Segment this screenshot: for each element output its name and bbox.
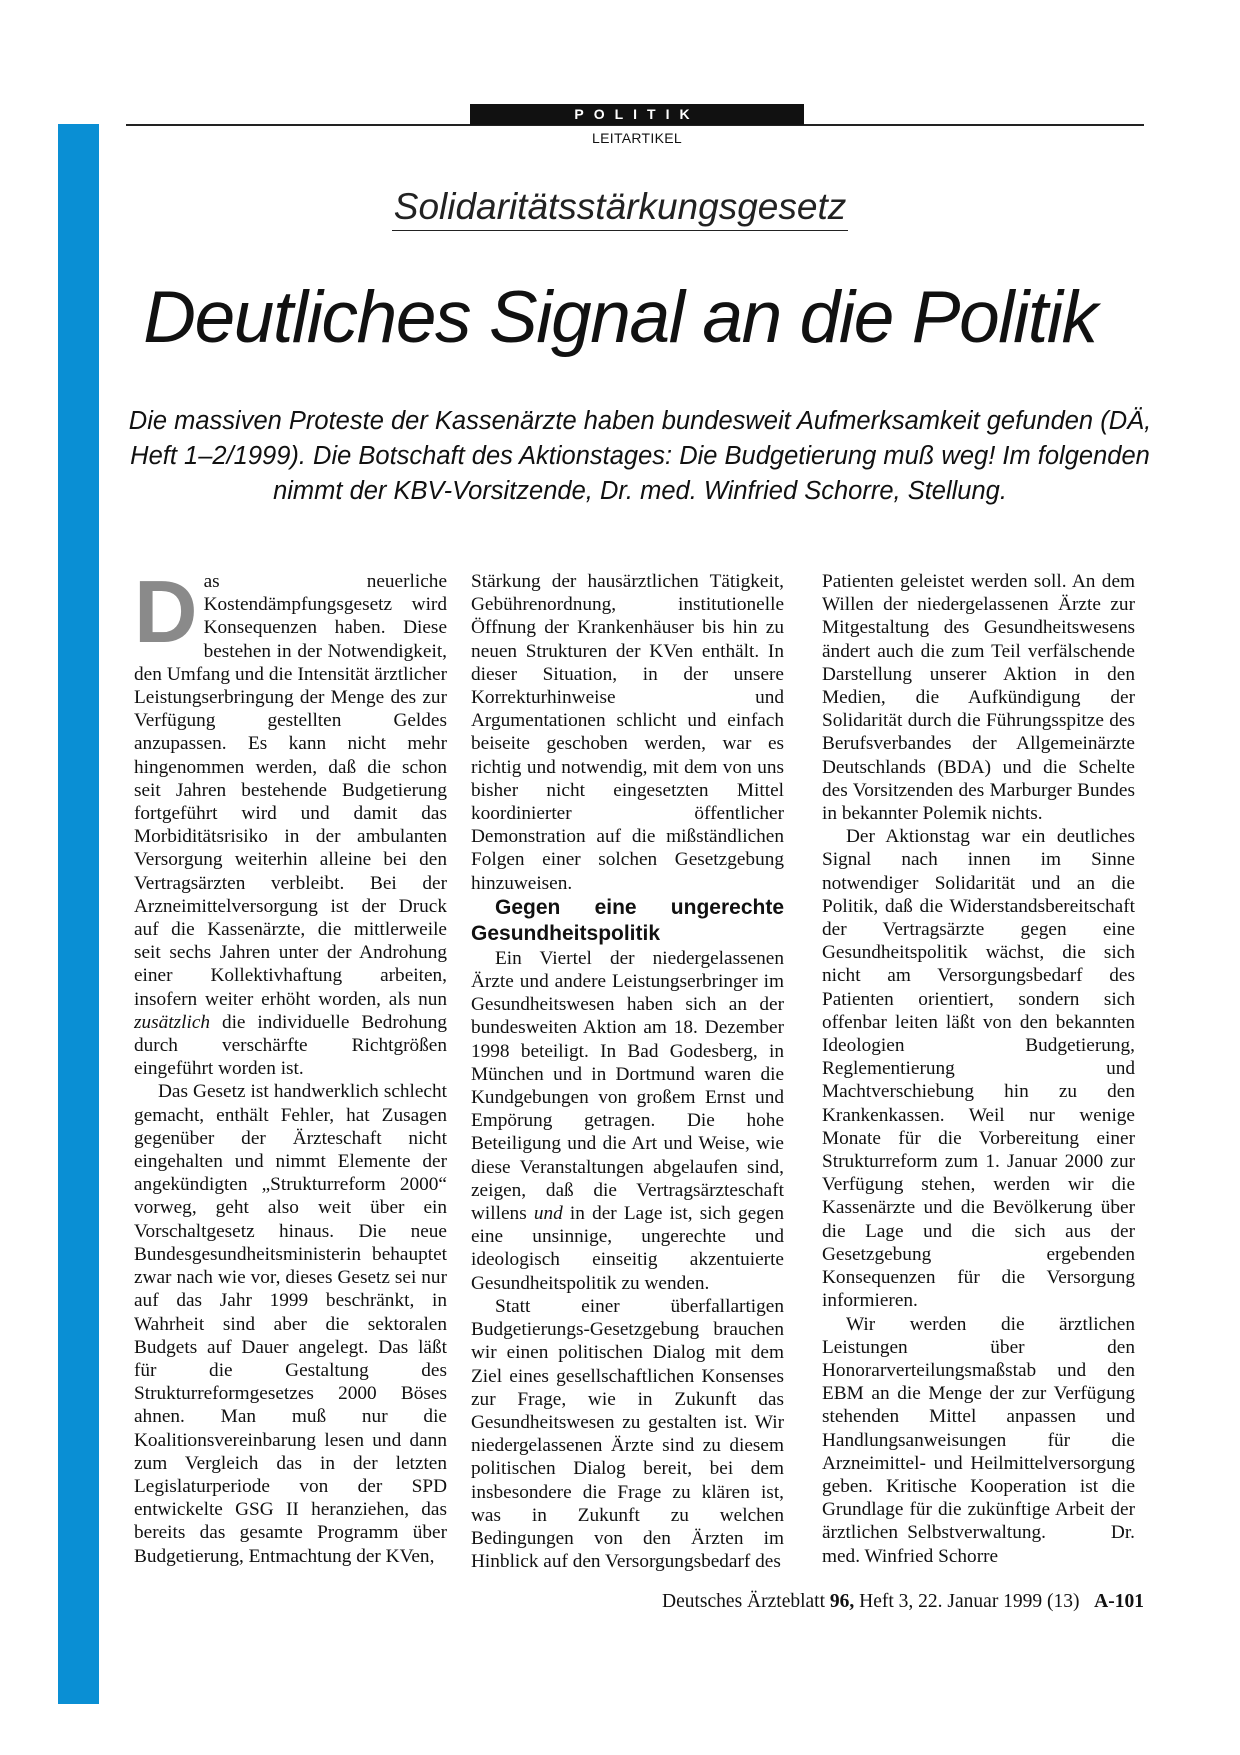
author-signature: Dr. med. Winfried Schorre [822,1522,1135,1567]
paragraph-4-continued: Patienten geleistet werden soll. An dem Willen der niedergelassenen Ärzte zur Mitgestaltung des Gesundheitswesens ändert auch die zum Teil verfälschende Darstellung unserer Aktion in den Medien, die Aufkündigung der Solidarität durch die Führungsspitze des Berufsverbandes der Allgemeinärzte Deutschlands (BDA) und die Schelte des Vorsitzenden des Marburger Bundes in bekannter Polemik nichts. [822,571,1135,825]
kicker-text: Solidaritätsstärkungsgesetz [392,186,848,231]
article-column-2 [471,570,784,1573]
sidebar-accent-bar [58,124,99,1704]
article-column-1 [134,562,448,1568]
paragraph-3-text: Ein Viertel der niedergelassenen Ärzte und andere Leistungserbringer im Gesundheitswesen haben sich an der bundesweiten Aktion am 18. Dezember 1998 beteiligt. In Bad Godesberg, in München und in Dortmund waren die Kundgebungen von großem Ernst und Empörung getragen. Die hohe Beteiligung und die Art und Weise, wie diese Veranstaltungen abgelaufen sind, zeigen, daß die Vertragsärzteschaft willens [471,947,784,1225]
article-column-3 [822,570,1135,1568]
paragraph-6 [822,1313,1135,1568]
paragraph-6-text: Wir werden die ärztlichen Leistungen über den Honorarverteilungsmaßstab und den EBM an die Menge der zur Verfügung stehenden Mittel anpassen und Handlungsanweisungen für die Arzneimittel- und Heilmittelversorgung geben. Kritische Kooperation ist die Grundlage für die zukünftige Arbeit der ärztlichen Selbstverwaltung. [822,1313,1135,1544]
subsection-label: LEITARTIKEL [592,130,682,146]
headline: Deutliches Signal an die Politik [143,277,1097,358]
footer-issue: Heft 3, 22. Januar 1999 (13) [859,1591,1080,1612]
footer-journal: Deutsches Ärzteblatt [662,1591,826,1612]
paragraph-4: Statt einer überfallartigen Budgetierungs-Gesetzgebung brauchen wir einen politischen Dialog mit dem Ziel eines gesellschaftlichen Konsenses zur Frage, wie in Zukunft das Gesundheitswesen zu gestalten ist. Wir niedergelassenen Ärzte sind zu diesem politischen Dialog bereit, bei dem insbesondere die Frage zu klären ist, was in Zukunft zu welchen Bedingungen von den Ärzten im Hinblick auf den Versorgungsbedarf des [471,1295,784,1573]
emphasis-zusaetzlich: zusätzlich [134,1011,211,1033]
kicker [0,186,1240,228]
footer-page-number: A-101 [1094,1591,1144,1612]
paragraph-5: Der Aktionstag war ein deutliches Signal nach innen im Sinne notwendiger Solidarität und an die Politik, daß die Widerstandsbereitschaft der Vertragsärzte gegen eine Gesundheitspolitik wächst, die sich nicht am Versorgungsbedarf des Patienten orientiert, sondern sich offenbar leiten läßt von den bekannten Ideologien Budgetierung, Reglementierung und Machtverschiebung hin zu den Krankenkassen. Weil nur wenige Monate für die Vorbereitung einer Strukturreform zum 1. Januar 2000 zur Verfügung stehen, werden wir die Kassenärzte und die Bevölkerung über die Lage und die sich aus der Gesetzgebung ergebenden Konsequenzen für die Versorgung informieren. [822,826,1135,1312]
emphasis-und: und [533,1203,563,1225]
footer-volume: 96, [829,1591,855,1612]
lead-paragraph: Die massiven Proteste der Kassenärzte haben bundesweit Aufmerksamkeit gefunden (DÄ, Heft 1–2/1999). Die Botschaft des Aktionstages: Die Budgetierung muß weg! Im folgenden nimmt der KBV-Vorsitzende, Dr. med. Winfried Schorre, Stellung. [128,407,1152,505]
drop-cap: D [134,562,198,661]
paragraph-1-text: as neuerliche Kostendämpfungsgesetz wird Konsequenzen haben. Diese bestehen in der Notwendigkeit, den Umfang und die Intensität ärztlicher Leistungserbringung der Menge des zur Verfügung gestellten Geldes anzupassen. Es kann nicht mehr hingenommen werden, daß die schon seit Jahren bestehende Budgetierung fortgeführt wird und damit das Morbiditätsrisiko in der ambulanten Versorgung weiterhin alleine bei den Vertragsärzten verbleibt. Bei der Arzneimittelversorgung ist der Druck auf die Kassenärzte, die mittlerweile seit sechs Jahren unter der Androhung einer Kollektivhaftung arbeiten, insofern weiter erhöht worden, als nun [134,571,447,1010]
paragraph-1 [134,562,448,1080]
paragraph-1-text-cont: die individuelle Bedrohung durch verschärfte Richtgrößen eingeführt worden ist. [134,1011,448,1080]
paragraph-3 [471,947,784,1295]
subheading: Gegen eine ungerechte Gesundheitspolitik [471,895,784,945]
section-label: POLITIK [470,104,804,125]
paragraph-2: Das Gesetz ist handwerklich schlecht gemacht, enthält Fehler, hat Zusagen gegenüber der Ärzteschaft nicht eingehalten und nimmt Elemente der angekündigten „Strukturreform 2000“ vorweg, geht also weit über ein Vorschaltgesetz hinaus. Die neue Bundesgesundheitsministerin behauptet zwar nach wie vor, dieses Gesetz sei nur auf das Jahr 1999 beschränkt, in Wahrheit sind aber die sektoralen Budgets auf Dauer angelegt. Das läßt für die Gestaltung des Strukturreformgesetzes 2000 Böses ahnen. Man muß nur die Koalitionsvereinbarung lesen und dann zum Vergleich das in der letzten Legislaturperiode von der SPD entwickelte GSG II heranziehen, das bereits das gesamte Programm über Budgetierung, Entmachtung der KVen, [134,1081,447,1567]
paragraph-3-text-cont: in der Lage ist, sich gegen eine unsinnige, ungerechte und ideologisch einseitig akzentuierte Gesundheitspolitik zu wenden. [471,1203,784,1294]
page-footer [626,1591,1144,1613]
paragraph-2-continued: Stärkung der hausärztlichen Tätigkeit, Gebührenordnung, institutionelle Öffnung der Krankenhäuser bis hin zu neuen Strukturen der KVen enthält. In dieser Situation, in der unsere Korrekturhinweise und Argumentationen schlicht und einfach beiseite geschoben werden, war es richtig und notwendig, mit dem von uns bisher nicht eingesetzten Mittel koordinierter öffentlicher Demonstration auf die mißständlichen Folgen einer solchen Gesetzgebung hinzuweisen. [471,571,784,894]
